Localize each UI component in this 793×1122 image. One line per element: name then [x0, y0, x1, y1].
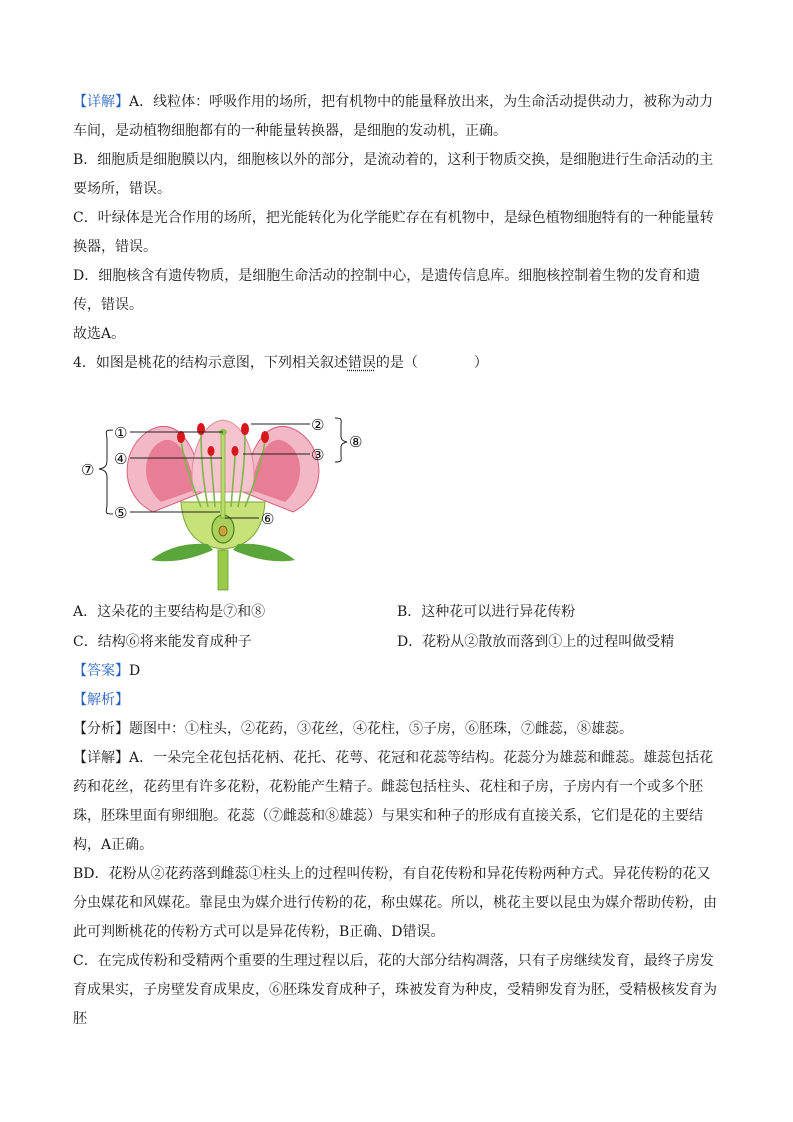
- flower-stem: [218, 550, 228, 590]
- ovule: [219, 526, 227, 536]
- explanation-paragraph-c: C．叶绿体是光合作用的场所，把光能转化为化学能贮存在有机物中，是绿色植物细胞特有的一种能量转换器，错误。: [73, 210, 714, 255]
- style: [221, 434, 225, 518]
- label-5: ⑤: [114, 504, 128, 522]
- label-1: ①: [114, 424, 128, 442]
- label-4: ④: [114, 450, 128, 468]
- detail-paragraph-bd: BD．花粉从②花药落到雌蕊①柱头上的过程叫传粉，有自花传粉和异花传粉两种方式。异花传粉的花又分虫媒花和风媒花。靠昆虫为媒介进行传粉的花，称虫媒花。所以，桃花主要以昆虫为媒介帮助传粉，由此可判断桃花的传粉方式可以是异花传粉，B正确、D错误。: [73, 866, 717, 940]
- explanation-paragraph-d: D．细胞核含有遗传物质，是细胞生命活动的控制中心，是遗传信息库。细胞核控制着生物的发育和遗传，错误。: [73, 268, 701, 313]
- answer-options: [73, 597, 723, 657]
- answer-tag: 【答案】: [73, 663, 129, 679]
- left-sepal: [151, 544, 213, 562]
- explanation-paragraph-b: B．细胞质是细胞膜以内，细胞核以外的部分，是流动着的，这利于物质交换，是细胞进行生命活动的主要场所，错误。: [73, 152, 714, 197]
- label-3: ③: [311, 446, 325, 464]
- fenxi-tag: 【分析】: [73, 721, 129, 737]
- answer-value: D: [129, 663, 141, 679]
- question-stem: 4．如图是桃花的结构示意图，下列相关叙述错误的是（ ）: [73, 355, 488, 371]
- option-d[interactable]: D．花粉从②散放而落到①上的过程叫做受精: [397, 634, 675, 650]
- analysis-paragraph: 【分析】题图中：①柱头，②花药，③花丝，④花柱，⑤子房，⑥胚珠，⑦雌蕊，⑧雄蕊。: [73, 721, 633, 737]
- peach-flower-diagram: [73, 382, 373, 597]
- detail-paragraph-a: 【详解】A．一朵完全花包括花柄、花托、花萼、花冠和花蕊等结构。花蕊分为雄蕊和雌蕊。雄蕊包括花药和花丝，花药里有许多花粉，花粉能产生精子。雌蕊包括柱头、花柱和子房，子房内有一个或多个胚珠，胚珠里面有卵细胞。花蕊（⑦雌蕊和⑧雄蕊）与果实和种子的形成有直接关系，它们是花的主要结构，A正确。: [73, 750, 714, 853]
- detail-paragraph-c: C．在完成传粉和受精两个重要的生理过程以后，花的大部分结构凋落，只有子房继续发育，最终子房发育成果实，子房壁发育成果皮，⑥胚珠发育成种子，珠被发育为种皮，受精卵发育为胚，受精极核发育为胚: [73, 953, 717, 1027]
- answer-line: [73, 657, 723, 686]
- option-a[interactable]: A．这朵花的主要结构是⑦和⑧: [73, 604, 266, 620]
- document-page: [73, 88, 723, 1034]
- option-b[interactable]: B．这种花可以进行异花传粉: [397, 604, 576, 620]
- right-sepal: [233, 544, 295, 562]
- explanation-paragraph-a: 【详解】A．线粒体：呼吸作用的场所，把有机物中的能量释放出来，为生命活动提供动力，被称为动力车间，是动植物细胞都有的一种能量转换器，是细胞的发动机，正确。: [73, 94, 714, 139]
- detail-tag: 【详解】: [73, 94, 129, 110]
- label-2: ②: [311, 416, 325, 434]
- label-8: ⑧: [349, 433, 363, 451]
- peach-flower-figure: [73, 382, 723, 597]
- analysis-tag: 【解析】: [73, 692, 129, 708]
- label-6: ⑥: [261, 510, 275, 528]
- conclusion-line: 故选A。: [73, 326, 126, 342]
- emphasis-word: 错误: [347, 355, 376, 371]
- option-c[interactable]: C．结构⑥将来能发育成种子: [73, 634, 252, 650]
- label-7: ⑦: [81, 461, 95, 479]
- detail-tag-2: 【详解】: [73, 750, 129, 766]
